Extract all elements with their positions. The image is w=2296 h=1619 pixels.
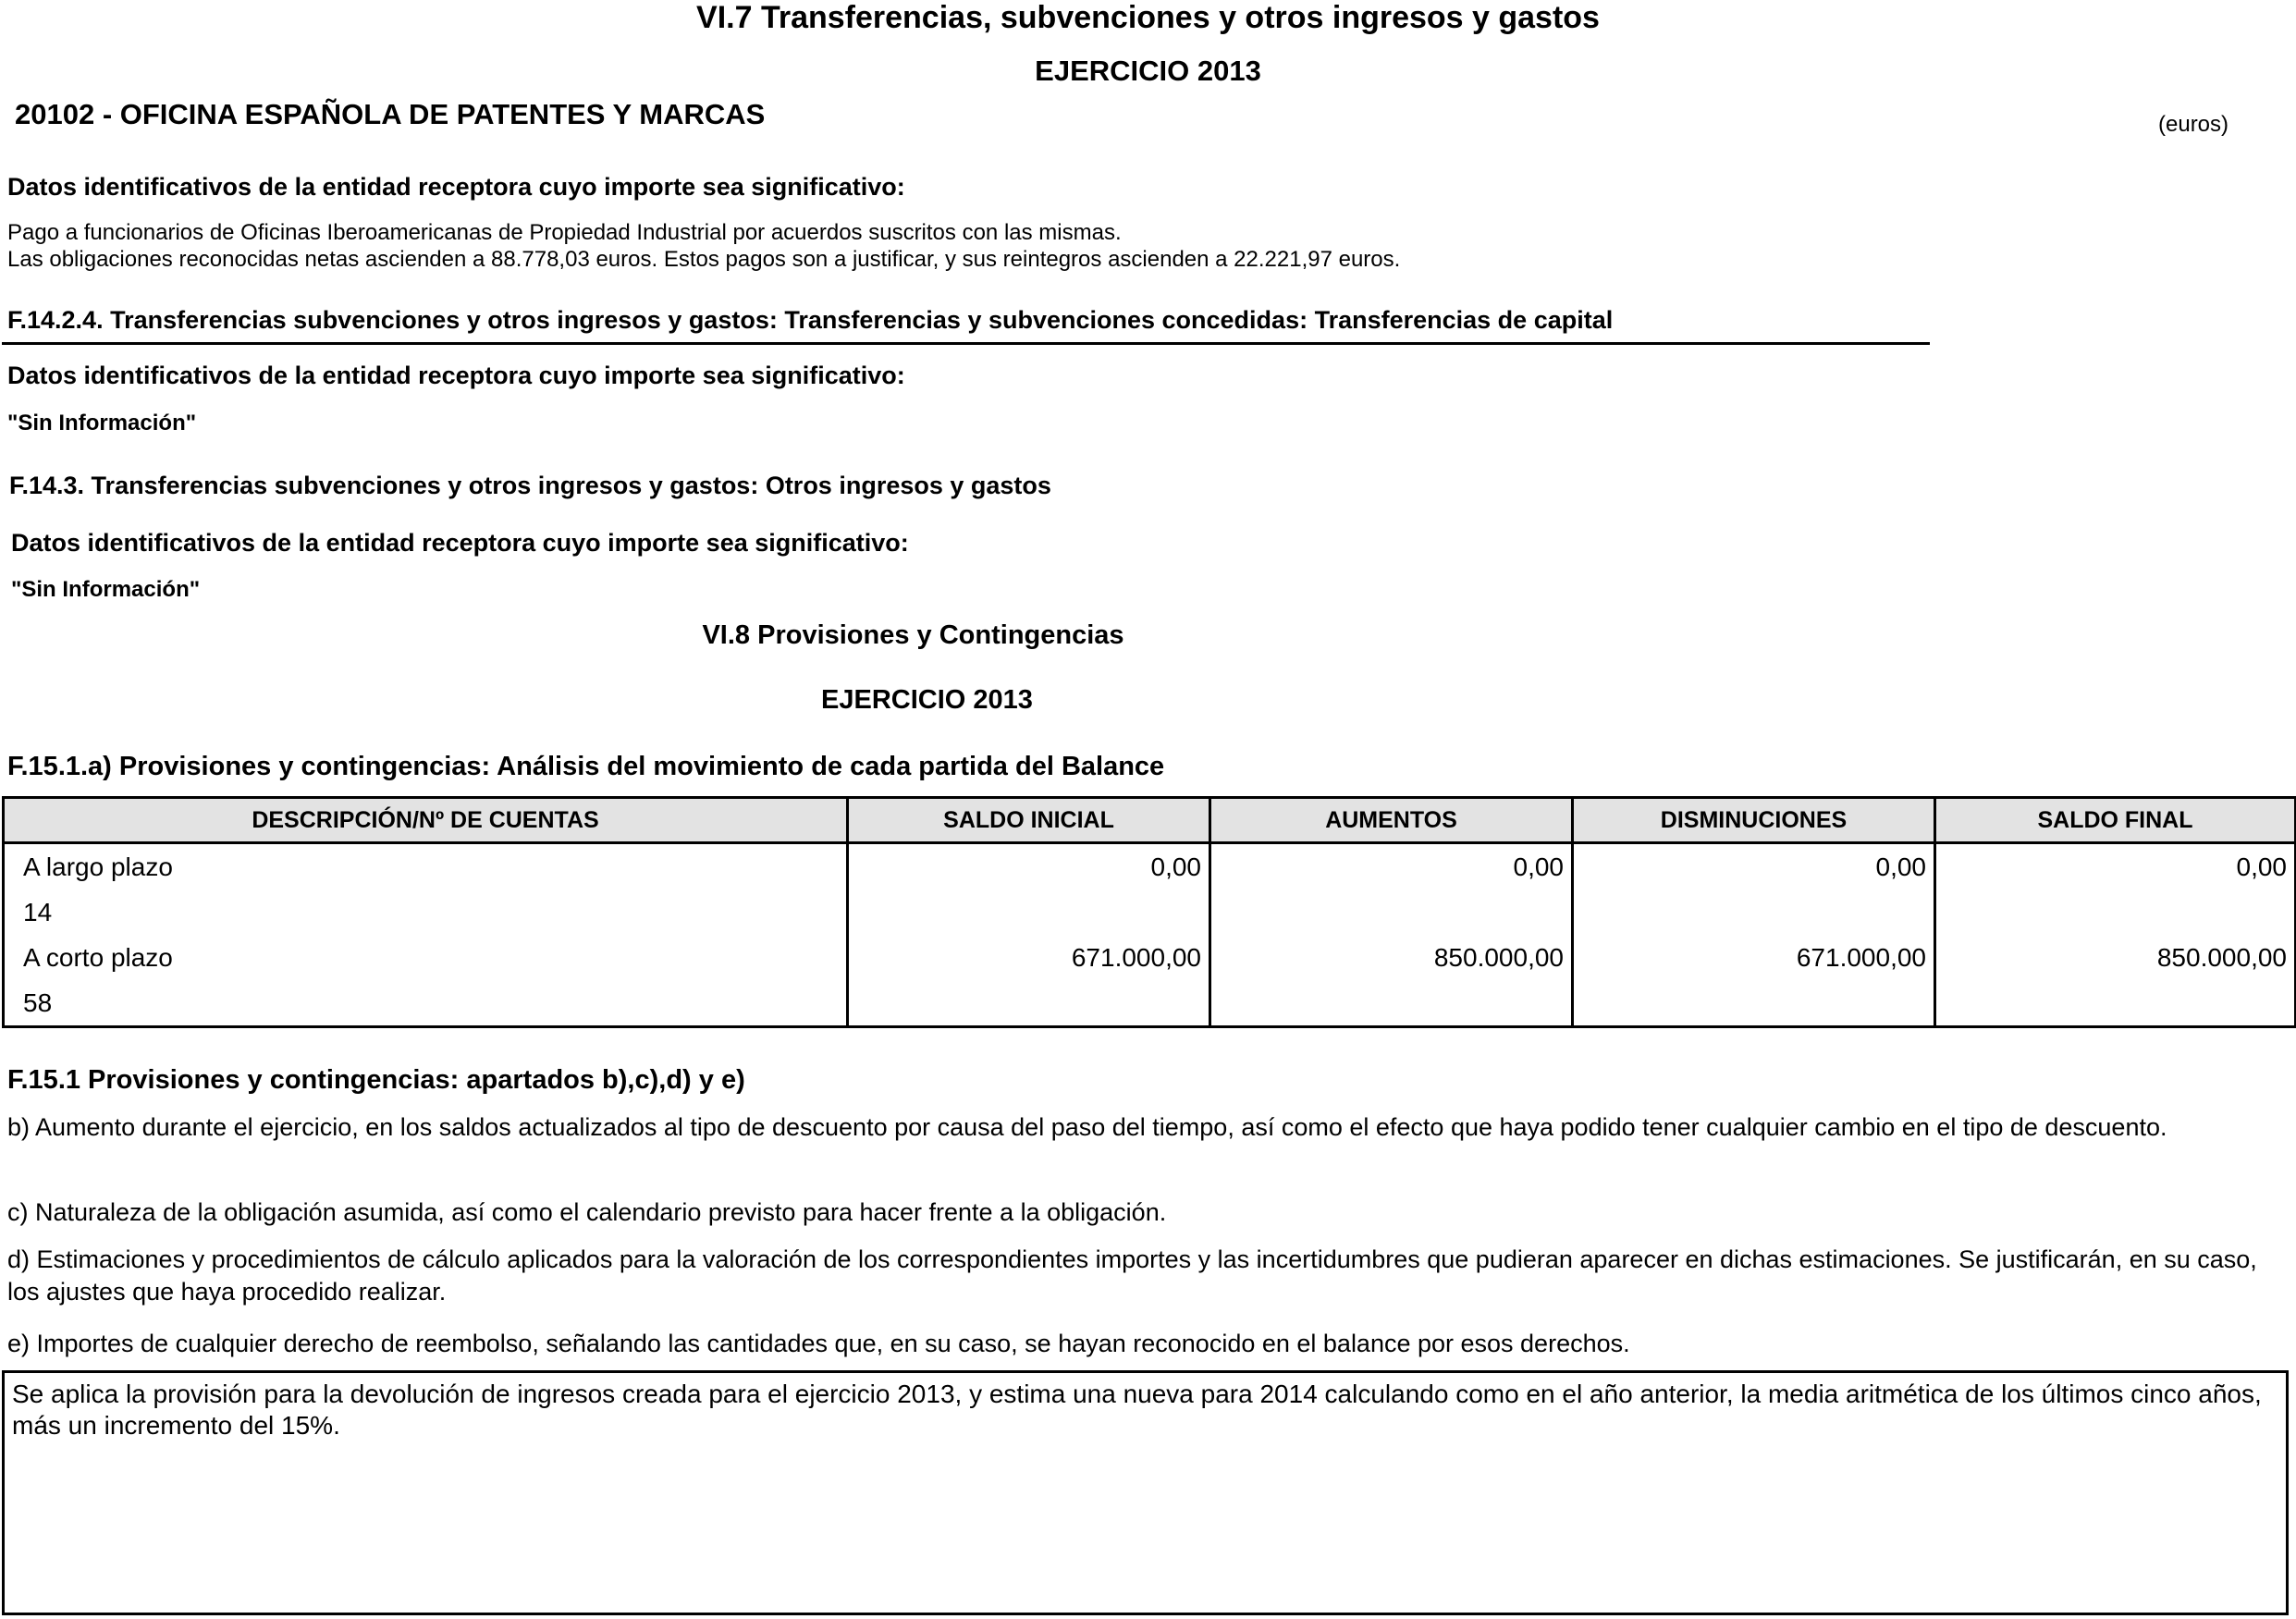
cell-aumentos: 0,00 [1210,843,1573,890]
vi8-title: VI.8 Provisiones y Contingencias [702,620,1124,650]
receptor-line-2: Las obligaciones reconocidas netas ascienden a 88.778,03 euros. Estos pagos son a justificar, y sus reintegros ascienden a 22.221,97 euros. [7,247,1401,272]
col-header-aumentos: AUMENTOS [1210,798,1573,843]
col-header-saldo-final: SALDO FINAL [1935,798,2296,843]
f151a-title: F.15.1.a) Provisiones y contingencias: Análisis del movimiento de cada partida del Balance [7,752,1165,781]
provision-text: Se aplica la provisión para la devolución de ingresos creada para el ejercicio 2013, y estima una nueva para 2014 calculando como en el año anterior, la media aritmética de los últimos cinco años, más un incremento del 15%. [12,1380,2262,1440]
movement-table [2,796,2296,1028]
cell-description: A largo plazo [4,843,848,890]
cell-disminuciones [1573,980,1935,1027]
f151-item-b: b) Aumento durante el ejercicio, en los saldos actualizados al tipo de descuento por causa del paso del tiempo, así como el efecto que haya podido tener cualquier cambio en el tipo de descuento. [7,1113,2167,1141]
cell-disminuciones: 671.000,00 [1573,935,1935,980]
cell-saldo-inicial [848,889,1210,935]
cell-disminuciones [1573,889,1935,935]
table-row [4,843,2296,890]
cell-saldo-inicial: 671.000,00 [848,935,1210,980]
f1424-underline [2,342,1930,345]
f151-item-e: e) Importes de cualquier derecho de reembolso, señalando las cantidades que, en su caso, se hayan reconocido en el balance por esos derechos. [7,1330,1630,1357]
f1424-title: F.14.2.4. Transferencias subvenciones y otros ingresos y gastos: Transferencias y subvenciones concedidas: Transferencias de capital [7,306,1614,334]
f151-item-d: d) Estimaciones y procedimientos de cálculo aplicados para la valoración de los correspondientes importes y las incertidumbres que pudieran aparecer en dichas estimaciones. Se justificarán, en su caso, los ajustes que haya procedido realizar. [7,1245,2257,1306]
provision-text-box [2,1370,2289,1615]
f151-item-c: c) Naturaleza de la obligación asumida, así como el calendario previsto para hacer frente a la obligación. [7,1198,1167,1226]
table-row [4,935,2296,980]
f143-receptor-heading: Datos identificativos de la entidad receptora cuyo importe sea significativo: [11,529,909,557]
entity-name: 20102 - OFICINA ESPAÑOLA DE PATENTES Y MARCAS [15,98,766,130]
f143-title: F.14.3. Transferencias subvenciones y otros ingresos y gastos: Otros ingresos y gastos [9,472,1051,499]
col-header-saldo-inicial: SALDO INICIAL [848,798,1210,843]
cell-aumentos: 850.000,00 [1210,935,1573,980]
units-label: (euros) [2158,112,2229,137]
cell-saldo-final [1935,980,2296,1027]
col-header-disminuciones: DISMINUCIONES [1573,798,1935,843]
cell-saldo-final: 850.000,00 [1935,935,2296,980]
f1424-receptor-heading: Datos identificativos de la entidad receptora cuyo importe sea significativo: [7,362,905,389]
cell-disminuciones: 0,00 [1573,843,1935,890]
col-header-description: DESCRIPCIÓN/Nº DE CUENTAS [4,798,848,843]
cell-aumentos [1210,980,1573,1027]
f143-value: "Sin Información" [11,577,201,602]
cell-aumentos [1210,889,1573,935]
f151-title: F.15.1 Provisiones y contingencias: apartados b),c),d) y e) [7,1065,745,1095]
cell-description: 14 [4,889,848,935]
cell-description: 58 [4,980,848,1027]
vi8-exercise: EJERCICIO 2013 [821,685,1033,715]
exercise-label: EJERCICIO 2013 [1035,55,1261,87]
receptor-heading: Datos identificativos de la entidad receptora cuyo importe sea significativo: [7,173,905,201]
receptor-line-1: Pago a funcionarios de Oficinas Iberoamericanas de Propiedad Industrial por acuerdos suscritos con las mismas. [7,220,1122,245]
table-row [4,889,2296,935]
cell-saldo-final: 0,00 [1935,843,2296,890]
table-header-row [4,798,2296,843]
cell-saldo-final [1935,889,2296,935]
table-row [4,980,2296,1027]
cell-saldo-inicial [848,980,1210,1027]
cell-saldo-inicial: 0,00 [848,843,1210,890]
section-title: VI.7 Transferencias, subvenciones y otros ingresos y gastos [696,0,1600,35]
f1424-value: "Sin Información" [7,411,197,435]
cell-description: A corto plazo [4,935,848,980]
